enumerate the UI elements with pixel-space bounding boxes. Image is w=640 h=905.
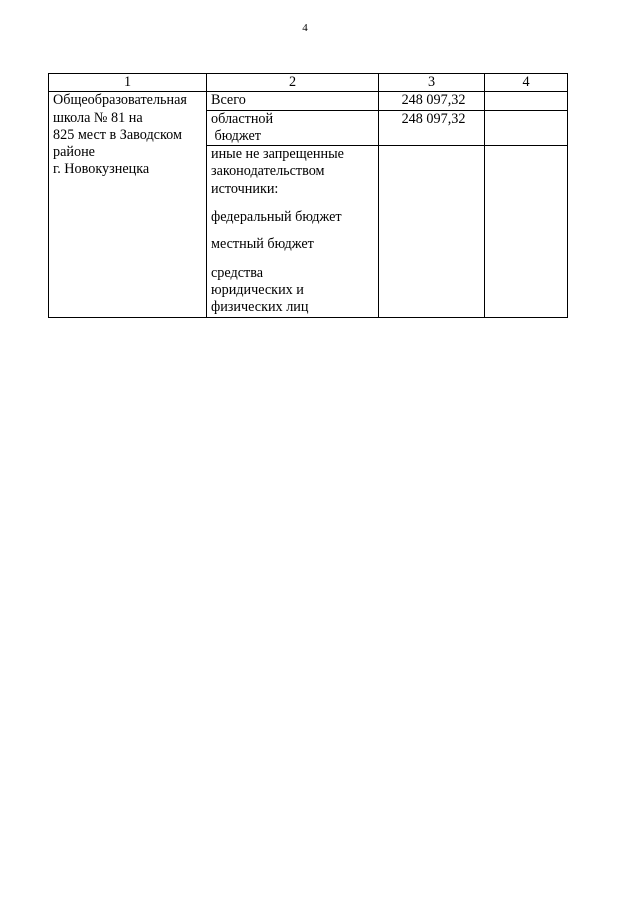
col4-other [485,146,568,317]
page-number: 4 [302,22,308,34]
source-total-label: Всего [207,92,379,110]
source-regional-line: областной [211,110,274,127]
table-row-total [49,92,568,110]
object-name-line: районе [53,144,95,161]
source-local-label: местный бюджет [211,236,314,253]
source-legal-line: физических лиц [211,299,309,316]
source-regional-line: бюджет [211,127,261,144]
amount-regional: 248 097,32 [379,110,485,146]
source-other-line: источники: [211,180,279,197]
source-other-line: иные не запрещенные [211,146,344,163]
source-legal-line: юридических и [211,281,304,298]
col4-regional [485,110,568,146]
financing-table [48,73,568,318]
col4-total [485,92,568,110]
object-name-line: г. Новокузнецка [53,161,150,178]
amount-other [379,146,485,317]
object-name-line: школа № 81 на [53,109,143,126]
source-other-line: законодательством [211,163,325,180]
header-col-2: 2 [207,74,379,92]
header-col-1: 1 [49,74,207,92]
amount-total: 248 097,32 [379,92,485,110]
source-regional-label [207,110,379,146]
object-name-line: 825 мест в Заводском [53,126,182,143]
header-row [49,74,568,92]
header-col-4: 4 [485,74,568,92]
source-legal-line: средства [211,264,264,281]
object-name-line: Общеобразовательная [53,92,187,109]
header-col-3: 3 [379,74,485,92]
source-federal-label: федеральный бюджет [211,209,342,226]
source-other-cell [207,146,379,317]
object-name-cell [49,92,207,317]
